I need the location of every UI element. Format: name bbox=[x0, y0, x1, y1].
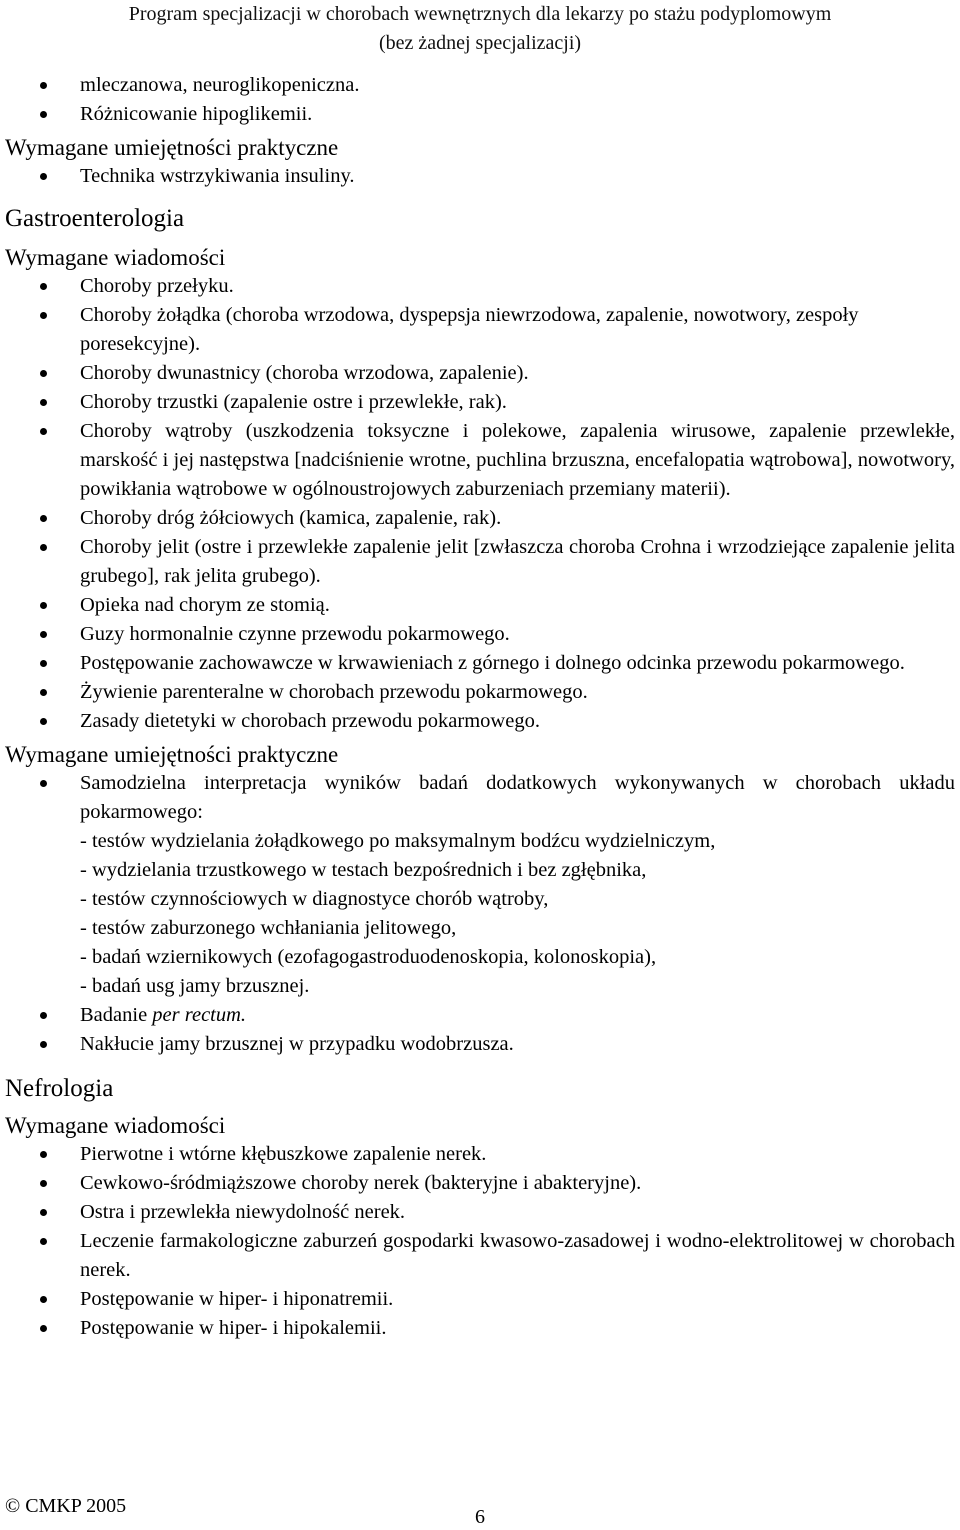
interpretation-subitem: - badań usg jamy brzusznej. bbox=[80, 975, 310, 997]
bullet-icon bbox=[40, 689, 47, 696]
bullet-icon bbox=[40, 1012, 47, 1019]
list-item: Pierwotne i wtórne kłębuszkowe zapalenie nerek. bbox=[0, 1140, 960, 1169]
interpretation-subitem: - testów wydzielania żołądkowego po maksymalnym bodźcu wydzielniczym, bbox=[80, 830, 716, 852]
header-program-title: Program specjalizacji w chorobach wewnętrznych dla lekarzy po stażu podyplomowym bbox=[128, 3, 832, 25]
list-item: Badanie per rectum. bbox=[0, 1001, 960, 1030]
latin-term: per rectum. bbox=[152, 1004, 247, 1026]
bullet-icon bbox=[40, 370, 47, 377]
bullet-icon bbox=[40, 82, 47, 89]
bullet-icon bbox=[40, 428, 47, 435]
list-item: Ostra i przewlekła niewydolność nerek. bbox=[0, 1198, 960, 1227]
bullet-icon bbox=[40, 1180, 47, 1187]
header-program-subtitle: (bez żadnej specjalizacji) bbox=[378, 32, 582, 54]
list-item: Nakłucie jamy brzusznej w przypadku wodobrzusza. bbox=[0, 1030, 960, 1059]
list-item: Różnicowanie hipoglikemii. bbox=[0, 100, 960, 129]
bullet-icon bbox=[40, 544, 47, 551]
gastro-skills-heading: Wymagane umiejętności praktyczne bbox=[5, 742, 339, 767]
bullet-icon bbox=[40, 515, 47, 522]
bullet-icon bbox=[40, 111, 47, 118]
gastro-knowledge-list bbox=[0, 272, 960, 736]
list-item: Zasady dietetyki w chorobach przewodu pokarmowego. bbox=[0, 707, 960, 736]
interpretation-subitem: - badań wziernikowych (ezofagogastroduodenoskopia, kolonoskopia), bbox=[80, 946, 657, 968]
list-item: Choroby dróg żółciowych (kamica, zapalenie, rak). bbox=[0, 504, 960, 533]
bullet-icon bbox=[40, 631, 47, 638]
bullet-icon bbox=[40, 1209, 47, 1216]
list-item bbox=[0, 769, 960, 1001]
copyright-notice: © CMKP 2005 bbox=[5, 1495, 127, 1517]
list-item: Postępowanie w hiper- i hipokalemii. bbox=[0, 1314, 960, 1343]
section-title-gastroenterologia: Gastroenterologia bbox=[5, 205, 185, 232]
nefro-knowledge-heading: Wymagane wiadomości bbox=[5, 1113, 226, 1138]
list-item: mleczanowa, neuroglikopeniczna. bbox=[0, 71, 960, 100]
bullet-icon bbox=[40, 780, 47, 787]
list-item: Choroby jelit (ostre i przewlekłe zapalenie jelit [zwłaszcza choroba Crohna i wrzodziejące zapalenie jelita grubego], rak jelita grubego). bbox=[0, 533, 960, 591]
gastro-skills-list bbox=[0, 769, 960, 1059]
bullet-icon bbox=[40, 1151, 47, 1158]
section-title-nefrologia: Nefrologia bbox=[5, 1075, 114, 1102]
document-body bbox=[0, 71, 960, 1343]
interpretation-subitem: - testów zaburzonego wchłaniania jelitowego, bbox=[80, 917, 457, 939]
top-skills-heading: Wymagane umiejętności praktyczne bbox=[5, 135, 339, 160]
list-item: Technika wstrzykiwania insuliny. bbox=[0, 162, 960, 191]
list-item: Postępowanie w hiper- i hiponatremii. bbox=[0, 1285, 960, 1314]
bullet-icon bbox=[40, 283, 47, 290]
nefro-knowledge-list bbox=[0, 1140, 960, 1343]
gastro-knowledge-heading: Wymagane wiadomości bbox=[5, 245, 226, 270]
bullet-icon bbox=[40, 312, 47, 319]
list-item: Postępowanie zachowawcze w krwawieniach z górnego i dolnego odcinka przewodu pokarmowego. bbox=[0, 649, 960, 678]
list-item: Opieka nad chorym ze stomią. bbox=[0, 591, 960, 620]
bullet-icon bbox=[40, 173, 47, 180]
bullet-icon bbox=[40, 660, 47, 667]
interpretation-subitem: - testów czynnościowych w diagnostyce chorób wątroby, bbox=[80, 888, 549, 910]
bullet-icon bbox=[40, 602, 47, 609]
list-item: Choroby przełyku. bbox=[0, 272, 960, 301]
bullet-icon bbox=[40, 1238, 47, 1245]
bullet-icon bbox=[40, 718, 47, 725]
bullet-icon bbox=[40, 399, 47, 406]
list-item: Żywienie parenteralne w chorobach przewodu pokarmowego. bbox=[0, 678, 960, 707]
list-item: Leczenie farmakologiczne zaburzeń gospodarki kwasowo-zasadowej i wodno-elektrolitowej w chorobach nerek. bbox=[0, 1227, 960, 1285]
page-header bbox=[0, 0, 960, 58]
bullet-icon bbox=[40, 1296, 47, 1303]
interpretation-subitem: - wydzielania trzustkowego w testach bezpośrednich i bez zgłębnika, bbox=[80, 859, 647, 881]
list-item: Cewkowo-śródmiąższowe choroby nerek (bakteryjne i abakteryjne). bbox=[0, 1169, 960, 1198]
page-number: 6 bbox=[475, 1506, 485, 1528]
list-item: Choroby żołądka (choroba wrzodowa, dyspepsja niewrzodowa, zapalenie, nowotwory, zespoły poresekcyjne). bbox=[0, 301, 960, 359]
list-item: Choroby dwunastnicy (choroba wrzodowa, zapalenie). bbox=[0, 359, 960, 388]
list-item: Guzy hormonalnie czynne przewodu pokarmowego. bbox=[0, 620, 960, 649]
top-knowledge-list bbox=[0, 71, 960, 129]
bullet-icon bbox=[40, 1041, 47, 1048]
list-item: Choroby trzustki (zapalenie ostre i przewlekłe, rak). bbox=[0, 388, 960, 417]
list-item: Choroby wątroby (uszkodzenia toksyczne i polekowe, zapalenia wirusowe, zapalenie przewlekłe, marskość i jej następstwa [nadciśnienie wrotne, puchlina brzuszna, encefalopatia wątrobowa], nowotwory, powikłania wątrobowe w ogólnoustrojowych zaburzeniach przemiany materii). bbox=[0, 417, 960, 504]
interpretation-intro: Samodzielna interpretacja wyników badań dodatkowych wykonywanych w chorobach układu pokarmowego: bbox=[80, 772, 955, 823]
bullet-icon bbox=[40, 1325, 47, 1332]
top-skills-list bbox=[0, 162, 960, 191]
